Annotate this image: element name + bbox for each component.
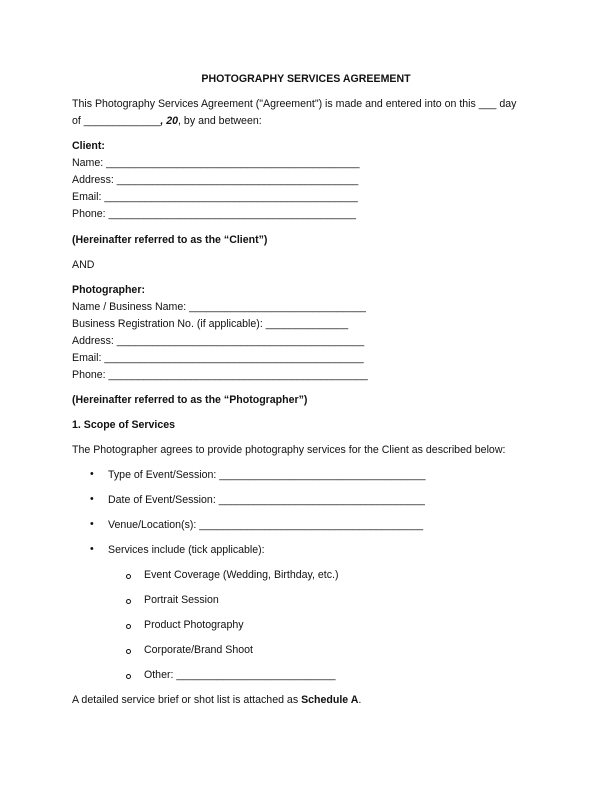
schedule-a-label: Schedule A bbox=[301, 694, 359, 706]
option-other: Other: ___________________________ bbox=[144, 669, 336, 681]
bullet-icon: • bbox=[90, 543, 94, 555]
schedule-suffix: . bbox=[358, 694, 362, 706]
photographer-name-field: Name / Business Name: ______________________________ bbox=[72, 301, 366, 313]
client-name-field: Name: ___________________________________________ bbox=[72, 157, 360, 169]
photographer-registration-field: Business Registration No. (if applicable): ______________ bbox=[72, 318, 349, 330]
bullet-icon: • bbox=[90, 468, 94, 480]
photographer-referred-text: (Hereinafter referred to as the “Photographer”) bbox=[72, 394, 308, 406]
client-phone-field: Phone: __________________________________________ bbox=[72, 208, 356, 220]
intro-year: , 20 bbox=[160, 115, 179, 127]
intro-line-1: This Photography Services Agreement ("Agreement") is made and entered into on this ___ day bbox=[72, 98, 517, 110]
bullet-services-include: Services include (tick applicable): bbox=[108, 544, 265, 556]
option-circle-icon bbox=[126, 599, 131, 604]
intro-line-2-suffix: , by and between: bbox=[178, 115, 262, 127]
option-circle-icon bbox=[126, 574, 131, 579]
bullet-icon: • bbox=[90, 493, 94, 505]
option-portrait-session: Portrait Session bbox=[144, 594, 219, 606]
photographer-address-field: Address: __________________________________________ bbox=[72, 335, 365, 347]
schedule-prefix: A detailed service brief or shot list is attached as bbox=[72, 694, 302, 706]
client-heading: Client: bbox=[72, 140, 105, 152]
schedule-a-note bbox=[72, 694, 361, 707]
option-circle-icon bbox=[126, 674, 131, 679]
and-text: AND bbox=[72, 259, 95, 271]
client-email-field: Email: ___________________________________________ bbox=[72, 191, 358, 203]
option-product-photography: Product Photography bbox=[144, 619, 244, 631]
bullet-venue: Venue/Location(s): ______________________________________ bbox=[108, 519, 424, 531]
option-corporate-shoot: Corporate/Brand Shoot bbox=[144, 644, 253, 656]
option-circle-icon bbox=[126, 624, 131, 629]
client-referred-text: (Hereinafter referred to as the “Client”) bbox=[72, 234, 268, 246]
bullet-event-date: Date of Event/Session: ___________________________________ bbox=[108, 494, 425, 506]
option-event-coverage: Event Coverage (Wedding, Birthday, etc.) bbox=[144, 569, 339, 581]
document-title: PHOTOGRAPHY SERVICES AGREEMENT bbox=[201, 73, 411, 85]
section-1-heading: 1. Scope of Services bbox=[72, 419, 176, 431]
intro-line-2 bbox=[72, 115, 262, 128]
option-circle-icon bbox=[126, 649, 131, 654]
photographer-heading: Photographer: bbox=[72, 284, 145, 296]
intro-date-blank: of _____________ bbox=[72, 115, 161, 127]
photographer-email-field: Email: ____________________________________________ bbox=[72, 352, 364, 364]
bullet-event-type: Type of Event/Session: ___________________________________ bbox=[108, 469, 426, 481]
bullet-icon: • bbox=[90, 518, 94, 530]
photographer-phone-field: Phone: ____________________________________________ bbox=[72, 369, 368, 381]
client-address-field: Address: _________________________________________ bbox=[72, 174, 359, 186]
section-1-intro: The Photographer agrees to provide photography services for the Client as described below: bbox=[72, 444, 506, 456]
